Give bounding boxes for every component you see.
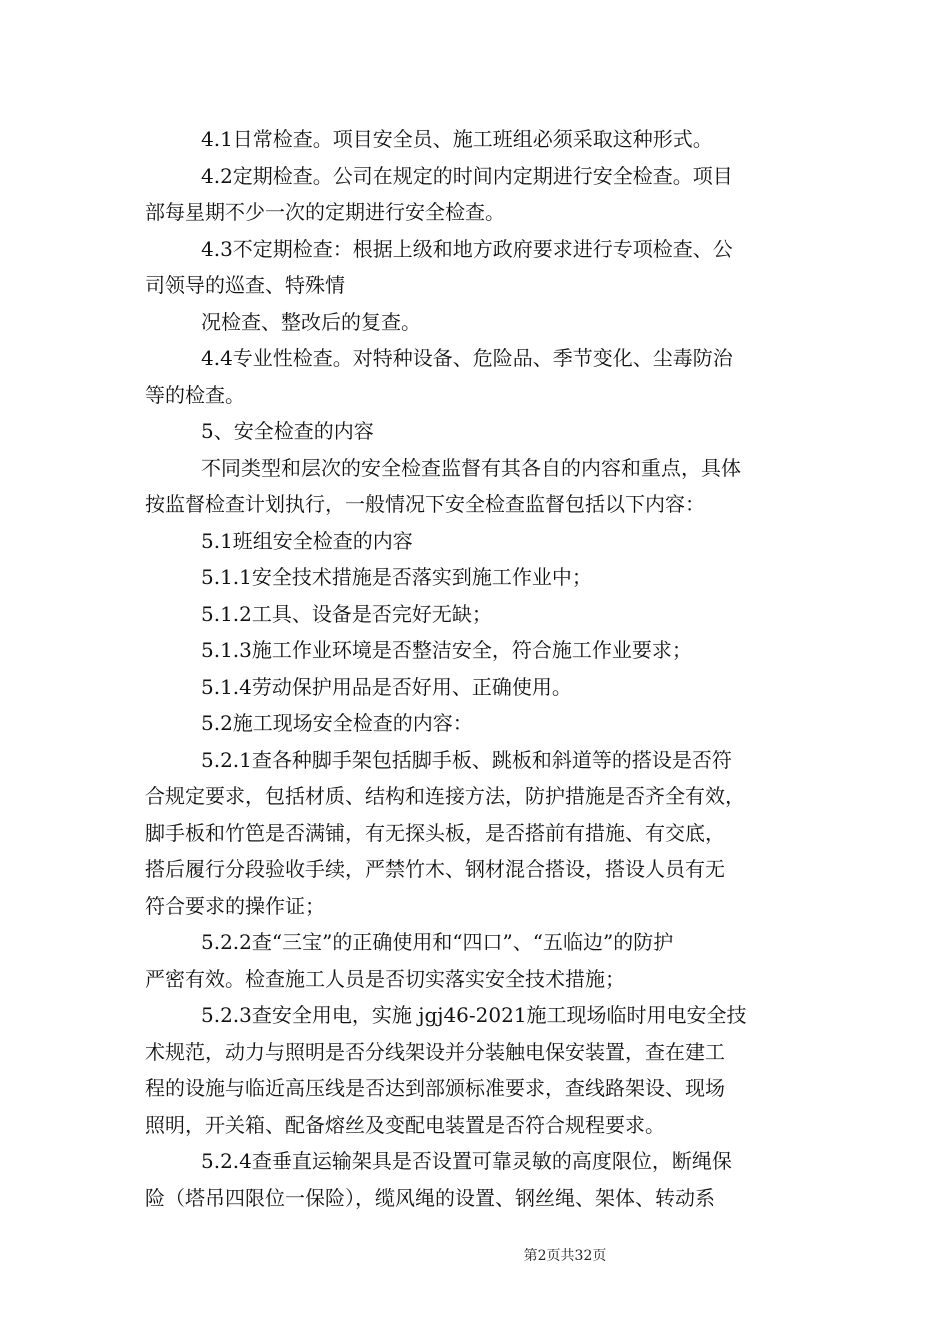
subsection-heading: 5.2施工现场安全检查的内容： bbox=[201, 711, 473, 735]
text-line: 4.4专业性检查。对特种设备、危险品、季节变化、尘毒防治 bbox=[201, 346, 733, 370]
section-heading: 5、安全检查的内容 bbox=[201, 419, 374, 443]
text-line: 脚手板和竹笆是否满铺，有无探头板，是否搭前有措施、有交底， bbox=[145, 820, 725, 845]
text-line: 程的设施与临近高压线是否达到部颁标准要求，查线路架设、现场 bbox=[145, 1076, 725, 1100]
text-line: 5.1.3施工作业环境是否整洁安全，符合施工作业要求； bbox=[201, 638, 692, 662]
text-line: 5.1.2工具、设备是否完好无缺； bbox=[201, 601, 492, 626]
text-line: 不同类型和层次的安全检查监督有其各自的内容和重点，具体 bbox=[201, 455, 741, 480]
text-line: 5.2.3查安全用电，实施 jgj46-2021施工现场临时用电安全技 bbox=[201, 1003, 747, 1027]
text-line: 5.2.1查各种脚手架包括脚手板、跳板和斜道等的搭设是否符 bbox=[201, 747, 732, 772]
text-line: 等的检查。 bbox=[145, 382, 245, 407]
text-line: 5.1.4劳动保护用品是否好用、正确使用。 bbox=[201, 674, 572, 699]
text-line: 合规定要求，包括材质、结构和连接方法，防护措施是否齐全有效， bbox=[145, 784, 745, 808]
text-line: 部每星期不少一次的定期进行安全检查。 bbox=[145, 200, 505, 224]
document-body bbox=[145, 121, 813, 1216]
subsection-heading: 5.1班组安全检查的内容 bbox=[201, 528, 413, 553]
text-line: 按监督检查计划执行，一般情况下安全检查监督包括以下内容： bbox=[145, 492, 705, 516]
page-number: 第2页共32页 bbox=[523, 1248, 607, 1264]
text-line: 险（塔吊四限位一保险），缆风绳的设置、钢丝绳、架体、转动系 bbox=[145, 1185, 715, 1210]
text-line: 司领导的巡查、特殊情 bbox=[145, 273, 345, 297]
text-line: 符合要求的操作证； bbox=[145, 893, 325, 918]
text-line: 搭后履行分段验收手续，严禁竹木、钢材混合搭设，搭设人员有无 bbox=[145, 857, 725, 881]
text-line: 照明，开关箱、配备熔丝及变配电装置是否符合规程要求。 bbox=[145, 1112, 665, 1137]
text-line: 4.2定期检查。公司在规定的时间内定期进行安全检查。项目 bbox=[201, 163, 733, 188]
text-line: 4.3不定期检查：根据上级和地方政府要求进行专项检查、公 bbox=[201, 236, 733, 261]
text-line: 5.2.4查垂直运输架具是否设置可靠灵敏的高度限位，断绳保 bbox=[201, 1149, 732, 1173]
text-line: 4.1日常检查。项目安全员、施工班组必须采取这种形式。 bbox=[201, 127, 713, 151]
text-line: 5.1.1安全技术措施是否落实到施工作业中； bbox=[201, 565, 592, 589]
text-line: 况检查、整改后的复查。 bbox=[201, 309, 421, 334]
page-footer bbox=[0, 1245, 950, 1265]
text-line: 术规范，动力与照明是否分线架设并分装触电保安装置，查在建工 bbox=[145, 1039, 725, 1064]
text-line: 严密有效。检查施工人员是否切实落实安全技术措施； bbox=[145, 966, 625, 991]
text-line: 5.2.2查“三宝”的正确使用和“四口”、“五临边”的防护 bbox=[201, 930, 674, 954]
